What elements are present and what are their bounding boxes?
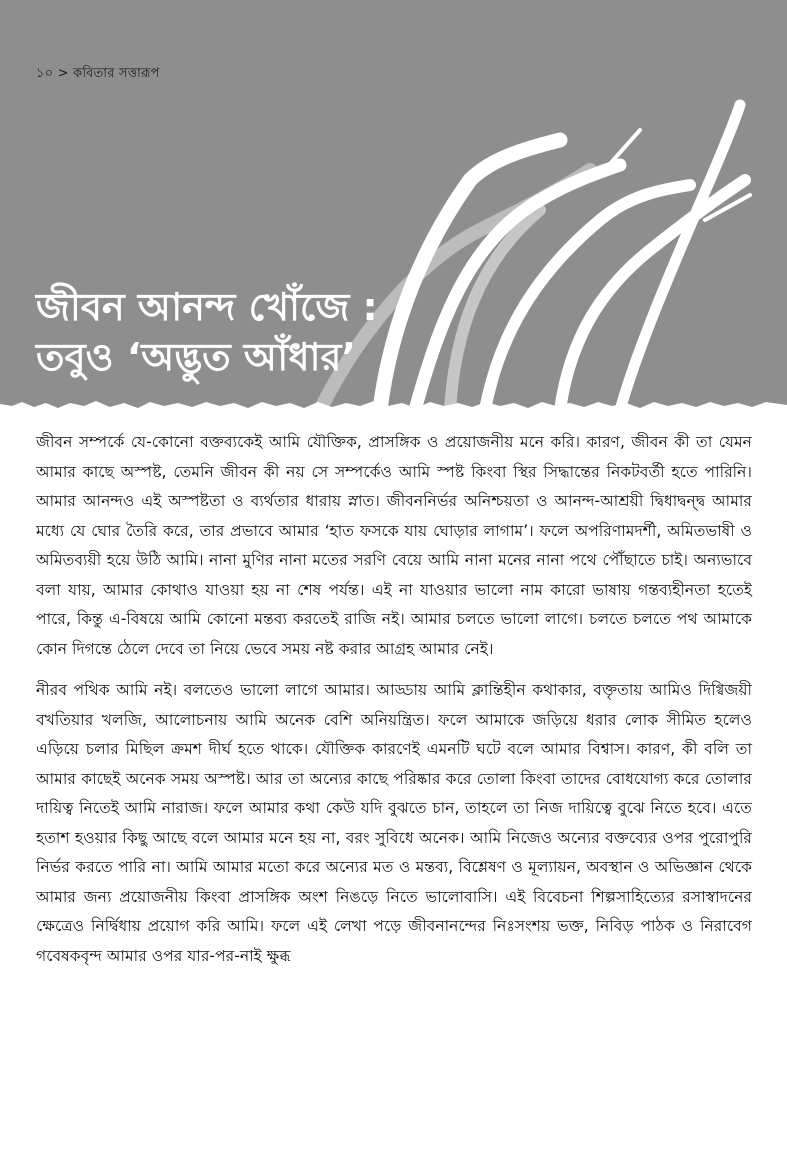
running-head: ১০ > কবিতার সত্তারূপ — [36, 66, 160, 81]
torn-edge — [0, 401, 787, 415]
chapter-title-line-1: জীবন আনন্দ খোঁজে : — [36, 285, 378, 329]
body-text — [36, 428, 752, 983]
chapter-header-band — [0, 0, 787, 415]
paragraph-2: নীরব পথিক আমি নই। বলতেও ভালো লাগে আমার। আড্ডায় আমি ক্লান্তিহীন কথাকার, বক্তৃতায় আমিও দিগ্বিজয়ী বখতিয়ার খলজি, আলোচনায় আমি অনেক বেশি অনিয়ন্ত্রিত। ফলে আমাকে জড়িয়ে ধরার লোক সীমিত হলেও এড়িয়ে চলার মিছিল ক্রমশ দীর্ঘ হতে থাকে। যৌক্তিক কারণেই এমনটি ঘটে বলে আমার বিশ্বাস। কারণ, কী বলি তা আমার কাছেই অনেক সময় অস্পষ্ট। আর তা অন্যের কাছে পরিষ্কার করে তোলা কিংবা তাদের বোধযোগ্য করে তোলার দায়িত্ব নিতেই আমি নারাজ। ফলে আমার কথা কেউ যদি বুঝতে চান, তাহলে তা নিজ দায়িত্বে বুঝে নিতে হবে। এতে হতাশ হওয়ার কিছু আছে বলে আমার মনে হয় না, বরং সুবিধে অনেক। আমি নিজেও অন্যের বক্তব্যের ওপর পুরোপুরি নির্ভর করতে পারি না। আমি আমার মতো করে অন্যের মত ও মন্তব্য, বিশ্লেষণ ও মূল্যায়ন, অবস্থান ও অভিজ্ঞান থেকে আমার জন্য প্রয়োজনীয় কিংবা প্রাসঙ্গিক অংশ নিঙড়ে নিতে ভালোবাসি। এই বিবেচনা শিল্পসাহিত্যের রসাস্বাদনের ক্ষেত্রেও নির্দ্বিধায় প্রয়োগ করি আমি। ফলে এই লেখা পড়ে জীবনানন্দের নিঃসংশয় ভক্ত, নিবিড় পাঠক ও নিরাবেগ গবেষকবৃন্দ আমার ওপর যার-পর-নাই ক্ষুব্ধ — [36, 681, 752, 965]
brush-stroke-white-2 — [415, 165, 620, 410]
paragraph-1: জীবন সম্পর্কে যে-কোনো বক্তব্যকেই আমি যৌক্তিক, প্রাসঙ্গিক ও প্রয়োজনীয় মনে করি। কারণ, জীবন কী তা যেমন আমার কাছে অস্পষ্ট, তেমনি জীবন কী নয় সে সম্পর্কেও আমি স্পষ্ট কিংবা স্থির সিদ্ধান্তের নিকটবর্তী হতে পারিনি। আমার আনন্দও এই অস্পষ্টতা ও ব্যর্থতার ধারায় স্নাত। জীবননির্ভর অনিশ্চয়তা ও আনন্দ-আশ্রয়ী দ্বিধাদ্বন্দ্ব আমার মধ্যে যে ঘোর তৈরি করে, তার প্রভাবে আমার ‘হাত ফসকে যায় ঘোড়ার লাগাম’। ফলে অপরিণামদর্শী, অমিতভাষী ও অমিতব্যয়ী হয়ে উঠি আমি। নানা মুণির নানা মতের সরণি বেয়ে আমি নানা মনের নানা পথে পৌঁছাতে চাই। অন্যভাবে বলা যায়, আমার কোথাও যাওয়া হয় না শেষ পর্যন্ত। এই না যাওয়ার ভালো নাম কারো ভাষায় গন্তব্যহীনতা হতেই পারে, কিন্তু এ-বিষয়ে আমি কোনো মন্তব্য করতেই রাজি নই। আমার চলতে ভালো লাগে। চলতে চলতে পথ আমাকে কোন দিগন্তে ঠেলে দেবে তা নিয়ে ভেবে সময় নষ্ট করার আগ্রহ আমার নেই। — [36, 433, 752, 658]
chapter-title-line-2: তবুও ‘অদ্ভুত আঁধার’ — [36, 335, 356, 379]
chapter-title — [36, 282, 378, 382]
